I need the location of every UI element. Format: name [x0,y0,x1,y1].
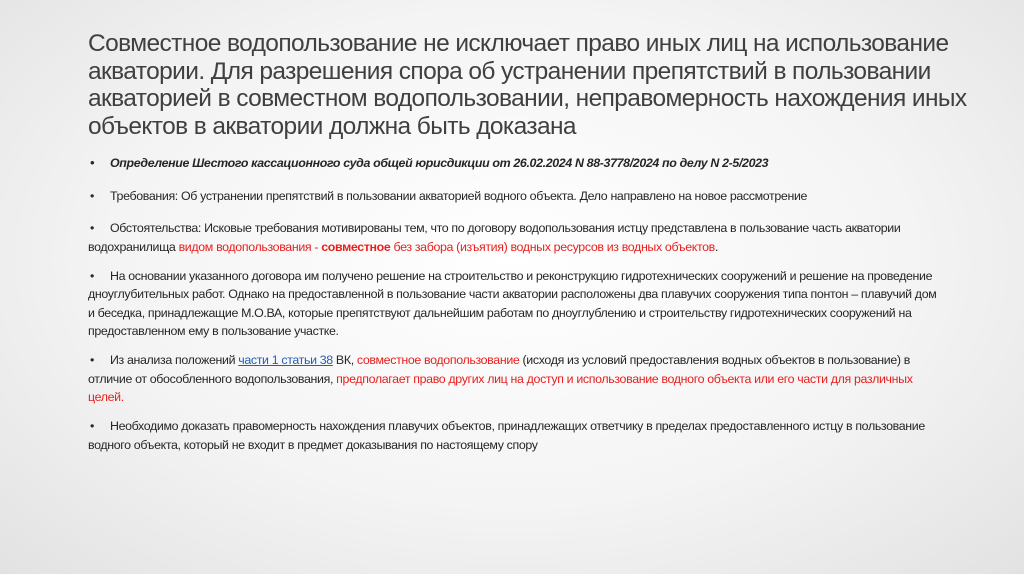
bullet-analysis [88,351,938,407]
bullet-marker: • [90,221,94,235]
bullet-marker: • [90,156,94,170]
text: . [714,239,719,254]
bullet-conclusion [88,417,938,454]
bullet-marker: • [90,419,94,433]
requirements-text: Требования: Об устранении препятствий в пользовании акваторией водного объекта. Дело направлено на новое рассмотрение [110,188,808,203]
text: (исходя из условий предоставления водных объектов в пользование) в отличие от обособленного водопользования, [88,353,910,386]
bullet-marker: • [90,268,94,283]
bullet-requirements [88,187,938,206]
basis-text: На основании указанного договора им получено решение на строительство и реконструкцию гидротехнических сооружений и решение на проведение дноуглубительных работ. Однако на предоставленной в пользование части акватории расположены два плавучих сооружения типа понтон – плавучий дом и беседка, принадлежащие М.О.ВА, которые препятствуют дальнейшим работам по дноуглублению и строительству гидротехнических сооружений на предоставленном ему в пользование участке. [88,268,937,338]
highlight-text: видом водопользования - [178,239,322,254]
text: Из анализа положений [110,353,239,367]
bullet-circumstances [88,219,938,256]
bullet-basis [88,267,938,341]
bullet-marker: • [90,188,94,203]
text: Обстоятельства: Исковые требования мотивированы тем, что по договору водопользования истцу представлена в пользование часть акватории водохранилища [88,221,901,254]
highlight-bold-text: совместное [321,239,391,254]
article-link[interactable]: части 1 статьи 38 [238,353,333,367]
ruling-text: Определение Шестого кассационного суда общей юрисдикции от 26.02.2024 N 88-3778/2024 по делу N 2-5/2023 [110,156,769,170]
text: ВК, [332,353,357,367]
bullet-marker: • [90,353,94,367]
conclusion-text: Необходимо доказать правомерность нахождения плавучих объектов, принадлежащих ответчику в пределах предоставленного истцу в пользование водного объекта, который не входит в предмет доказывания по настоящему спору [88,419,925,452]
slide-body [88,154,938,465]
slide-title: Совместное водопользование не исключает право иных лиц на использование акватории. Для разрешения спора об устранении препятствий в пользовании акваторией в совместном водопользовании, неправомерность нахождения иных объектов в акватории должна быть доказана [88,30,967,140]
highlight-text: без забора (изъятия) водных ресурсов из водных объектов [390,239,715,254]
highlight-text: совместное водопользование [356,353,520,367]
highlight-text: предполагает право других лиц на доступ и использование водного объекта или его части для различных целей. [88,371,913,404]
bullet-ruling [88,154,938,173]
